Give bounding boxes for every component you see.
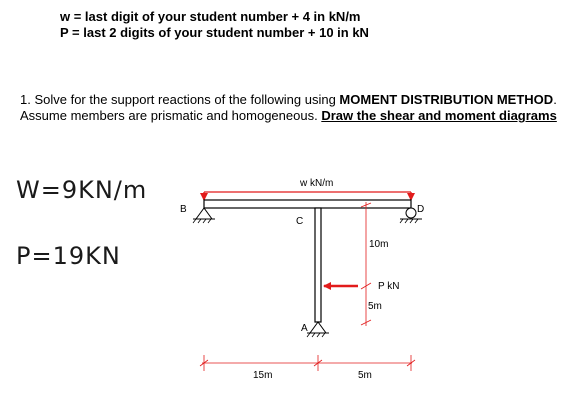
horizontal-dimension — [200, 355, 415, 371]
node-c-label: C — [296, 216, 304, 227]
problem-text-1: 1. Solve for the support reactions of the following using — [20, 92, 340, 107]
problem-text-2: . Assume members are prismatic and homogeneous. — [20, 92, 557, 123]
method-name: MOMENT DISTRIBUTION METHOD — [339, 92, 554, 107]
column-ca — [315, 208, 321, 322]
pin-support-a — [307, 322, 329, 337]
node-b-label: B — [180, 204, 187, 215]
handwritten-p-value: P=19KN — [16, 242, 121, 270]
handwritten-w-value: W=9KN/m — [16, 176, 148, 204]
pin-support-b — [193, 208, 215, 223]
point-load-label: P kN — [378, 281, 400, 292]
beam-bcd — [204, 200, 411, 208]
node-a-label: A — [301, 323, 308, 334]
node-d-label: D — [417, 204, 425, 215]
distributed-load — [204, 192, 411, 200]
dim-15m-label: 15m — [253, 370, 273, 381]
dim-10m-label: 10m — [369, 239, 389, 250]
w-definition: w = last digit of your student number + 4 in kN/m — [60, 9, 361, 24]
p-definition: P = last 2 digits of your student number + 10 in kN — [60, 25, 369, 40]
load-label: w kN/m — [300, 178, 334, 189]
dim-5m-label: 5m — [358, 370, 372, 381]
instruction-text: Draw the shear and moment diagrams — [321, 108, 557, 123]
dim-5m-column-label: 5m — [368, 301, 382, 312]
